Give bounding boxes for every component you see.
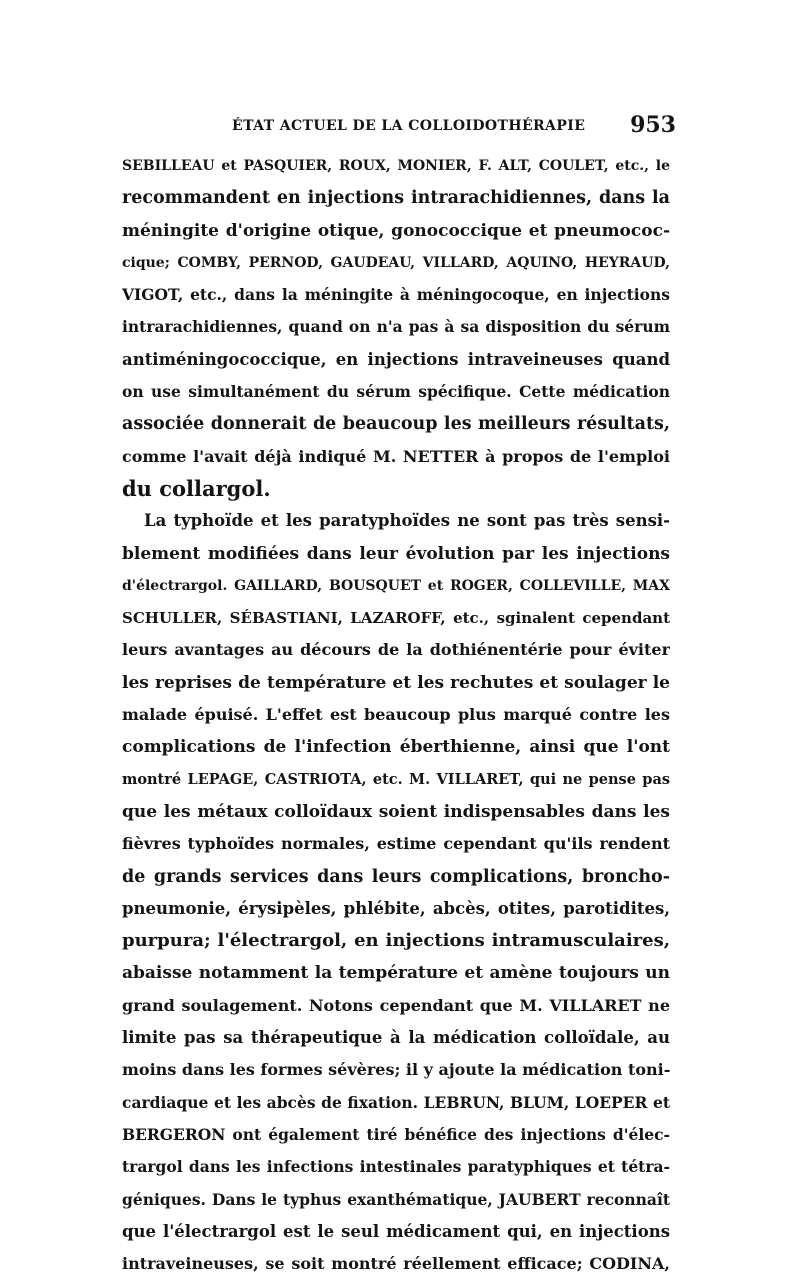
running-title: ÉTAT ACTUEL DE LA COLLOIDOTHÉRAPIE	[232, 118, 586, 134]
text-line: que l'électrargol est le seul médicament qui, en injections	[122, 1221, 670, 1241]
text-line: moins dans les formes sévères; il y ajoute la médication toni-	[122, 1060, 670, 1080]
text-line: d'électrargol. GAILLARD, BOUSQUET et ROGER, COLLEVILLE, MAX	[122, 577, 670, 594]
text-line: VIGOT, etc., dans la méningite à méningocoque, en injections	[122, 285, 670, 305]
text-line: du collargol.	[122, 475, 271, 501]
text-line: leurs avantages au décours de la dothiénentérie pour éviter	[122, 640, 670, 660]
text-line: malade épuisé. L'effet est beaucoup plus marqué contre les	[122, 705, 670, 725]
text-line: les reprises de température et les rechutes et soulager le	[122, 672, 670, 693]
text-line: recommandent en injections intrarachidiennes, dans la	[122, 188, 670, 209]
page-number: 953	[630, 112, 676, 138]
text-line: BERGERON ont également tiré bénéfice des injections d'élec-	[122, 1124, 670, 1144]
text-line: antiméningococcique, en injections intraveineuses quand	[122, 349, 670, 369]
page-header	[122, 112, 682, 142]
text-line: La typhoïde et les paratyphoïdes ne sont pas très sensi-	[144, 511, 670, 531]
text-line: méningite d'origine otique, gonococcique et pneumococ-	[122, 220, 670, 241]
text-line: intraveineuses, se soit montré réellement efficace; CODINA,	[122, 1254, 670, 1274]
text-line: de grands services dans leurs complications, broncho-	[122, 866, 670, 887]
text-line: SCHULLER, SÉBASTIANI, LAZAROFF, etc., sginalent cependant	[122, 609, 670, 628]
text-line: intrarachidiennes, quand on n'a pas à sa disposition du sérum	[122, 317, 670, 337]
text-line: trargol dans les infections intestinales paratyphiques et tétra-	[122, 1157, 670, 1177]
text-line: on use simultanément du sérum spécifique. Cette médication	[122, 382, 670, 402]
text-line: limite pas sa thérapeutique à la médication colloïdale, au	[122, 1028, 670, 1048]
text-line: pneumonie, érysipèles, phlébite, abcès, otites, parotidites,	[122, 898, 670, 918]
body-text	[122, 150, 670, 1280]
text-line: complications de l'infection éberthienne, ainsi que l'ont	[122, 737, 670, 758]
text-line: cique; COMBY, PERNOD, GAUDEAU, VILLARD, AQUINO, HEYRAUD,	[122, 254, 670, 271]
text-line: SEBILLEAU et PASQUIER, ROUX, MONIER, F. ALT, COULET, etc., le	[122, 158, 670, 174]
text-line: que les métaux colloïdaux soient indispensables dans les	[122, 801, 670, 822]
text-line: associée donnerait de beaucoup les meilleurs résultats,	[122, 414, 670, 435]
text-line: géniques. Dans le typhus exanthématique, JAUBERT reconnaît	[122, 1189, 670, 1209]
text-line: blement modifiées dans leur évolution par les injections	[122, 543, 670, 564]
text-line: grand soulagement. Notons cependant que M. VILLARET ne	[122, 995, 670, 1015]
text-line: purpura; l'électrargol, en injections intramusculaires,	[122, 930, 670, 952]
text-line: comme l'avait déjà indiqué M. NETTER à propos de l'emploi	[122, 446, 670, 466]
text-line: cardiaque et les abcès de fixation. LEBRUN, BLUM, LOEPER et	[122, 1092, 670, 1112]
text-line: fièvres typhoïdes normales, estime cependant qu'ils rendent	[122, 834, 670, 854]
text-line: abaisse notamment la température et amène toujours un	[122, 963, 670, 984]
text-line: montré LEPAGE, CASTRIOTA, etc. M. VILLARET, qui ne pense pas	[122, 770, 670, 788]
